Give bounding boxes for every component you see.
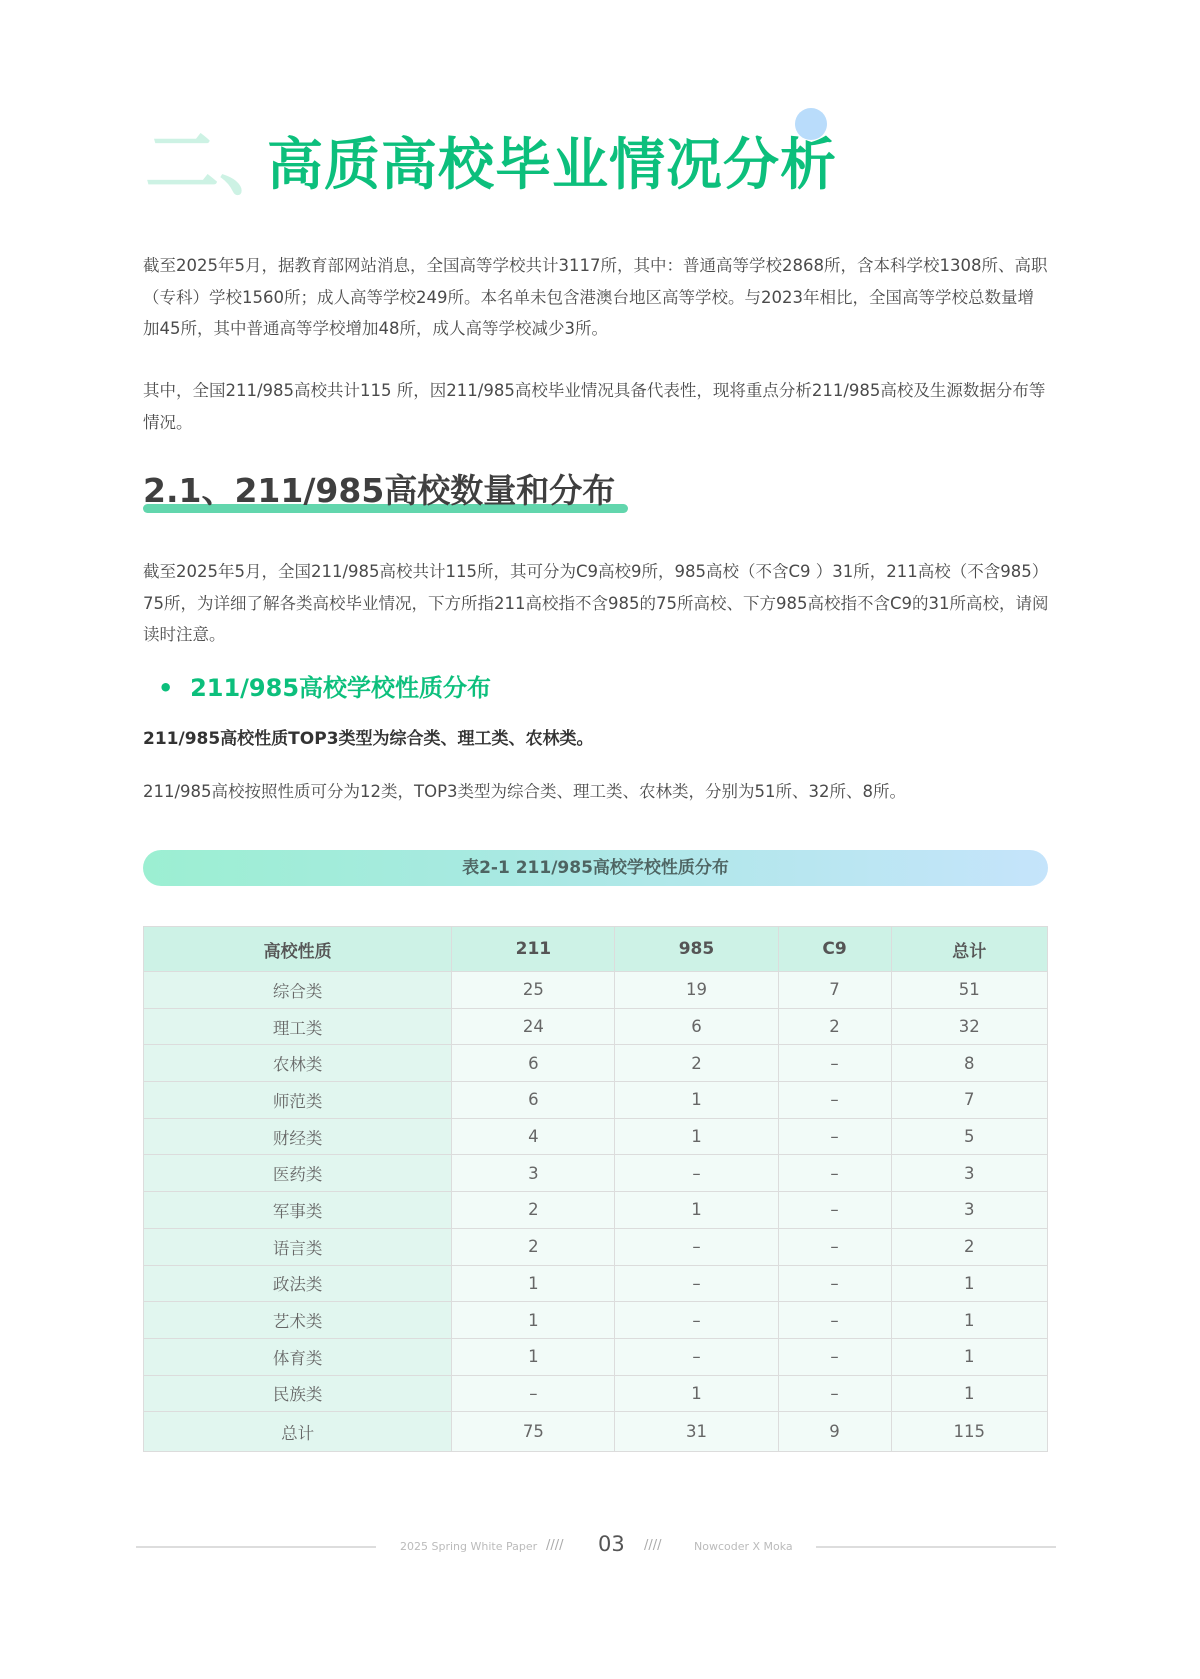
footer-left-text: 2025 Spring White Paper [400, 1540, 538, 1553]
table-cell: 2 [452, 1228, 615, 1265]
table-row [144, 1118, 1048, 1155]
table-cell: – [778, 1375, 891, 1412]
table-cell: 7 [778, 972, 891, 1009]
table-cell: – [615, 1155, 778, 1192]
table-cell: 25 [452, 972, 615, 1009]
row-label: 综合类 [144, 972, 452, 1009]
table-row [144, 1302, 1048, 1339]
table-cell: 1 [615, 1082, 778, 1119]
table-cell: 4 [452, 1118, 615, 1155]
table-cell: 5 [891, 1118, 1047, 1155]
subsection-title-text: 211/985高校学校性质分布 [190, 674, 492, 702]
table-row [144, 1338, 1048, 1375]
section-title [143, 466, 615, 516]
bullet-icon: • [158, 674, 191, 702]
footer-line-right [816, 1546, 1056, 1548]
chapter-heading [145, 118, 865, 208]
row-label: 农林类 [144, 1045, 452, 1082]
table-cell: 8 [891, 1045, 1047, 1082]
table-row [144, 1008, 1048, 1045]
table-cell: – [778, 1082, 891, 1119]
row-label: 艺术类 [144, 1302, 452, 1339]
table-cell: 1 [615, 1192, 778, 1229]
page-footer [136, 1532, 1056, 1562]
table-cell: 2 [778, 1008, 891, 1045]
column-header: 总计 [891, 927, 1047, 972]
footer-right-text: Nowcoder X Moka [694, 1540, 793, 1553]
table-cell: 115 [891, 1412, 1047, 1452]
intro-paragraph-1: 截至2025年5月，据教育部网站消息，全国高等学校共计3117所，其中：普通高等学校2868所，含本科学校1308所、高职（专科）学校1560所；成人高等学校249所。本名单未包含港澳台地区高等学校。与2023年相比，全国高等学校总数量增加45所，其中普通高等学校增加48所，成人高等学校减少3所。 [143, 256, 1048, 338]
footer-separator: //// [546, 1538, 564, 1553]
table-cell: 1 [615, 1375, 778, 1412]
table-cell: – [778, 1118, 891, 1155]
table-cell: 2 [891, 1228, 1047, 1265]
table-row [144, 1192, 1048, 1229]
table-cell: – [778, 1192, 891, 1229]
table-cell: 24 [452, 1008, 615, 1045]
chapter-number: 二、 [145, 120, 293, 206]
table-cell: 31 [615, 1412, 778, 1452]
column-header: 高校性质 [144, 927, 452, 972]
table-cell: 1 [615, 1118, 778, 1155]
table-cell: 32 [891, 1008, 1047, 1045]
table-cell: – [452, 1375, 615, 1412]
row-label: 军事类 [144, 1192, 452, 1229]
section-title-text: 2.1、211/985高校数量和分布 [143, 471, 616, 510]
table-cell: – [615, 1338, 778, 1375]
table-cell: 6 [452, 1045, 615, 1082]
page-number: 03 [598, 1532, 625, 1556]
table-cell: 1 [891, 1265, 1047, 1302]
row-label: 总计 [144, 1412, 452, 1452]
highlight-text: 211/985高校性质TOP3类型为综合类、理工类、农林类。 [143, 729, 594, 749]
table-cell: – [778, 1338, 891, 1375]
table-cell: 1 [452, 1302, 615, 1339]
table-cell: 2 [452, 1192, 615, 1229]
table-cell: – [615, 1228, 778, 1265]
row-label: 语言类 [144, 1228, 452, 1265]
table-row [144, 1375, 1048, 1412]
school-type-table [143, 926, 1048, 1452]
table-header-row [144, 927, 1048, 972]
table-cell: – [778, 1228, 891, 1265]
table-cell: 1 [891, 1302, 1047, 1339]
table-cell: – [778, 1302, 891, 1339]
table-total-row [144, 1412, 1048, 1452]
subsection-title [158, 670, 491, 706]
footer-line-left [136, 1546, 376, 1548]
table-cell: 9 [778, 1412, 891, 1452]
section-paragraph-2: 211/985高校按照性质可分为12类，TOP3类型为综合类、理工类、农林类，分别为51所、32所、8所。 [143, 782, 907, 801]
table-cell: – [778, 1045, 891, 1082]
footer-separator: //// [644, 1538, 662, 1553]
row-label: 医药类 [144, 1155, 452, 1192]
table-cell: – [778, 1155, 891, 1192]
table-cell: 6 [452, 1082, 615, 1119]
table-cell: 19 [615, 972, 778, 1009]
chapter-title: 高质高校毕业情况分析 [267, 133, 837, 198]
column-header: C9 [778, 927, 891, 972]
table-cell: 6 [615, 1008, 778, 1045]
table-cell: – [615, 1265, 778, 1302]
row-label: 体育类 [144, 1338, 452, 1375]
row-label: 政法类 [144, 1265, 452, 1302]
table-cell: 1 [452, 1265, 615, 1302]
intro-paragraph-2: 其中，全国211/985高校共计115 所，因211/985高校毕业情况具备代表性，现将重点分析211/985高校及生源数据分布等情况。 [143, 381, 1046, 432]
row-label: 财经类 [144, 1118, 452, 1155]
table-row [144, 1228, 1048, 1265]
table-cell: 1 [452, 1338, 615, 1375]
table-row [144, 1265, 1048, 1302]
table-cell: 3 [452, 1155, 615, 1192]
table-row [144, 972, 1048, 1009]
table-cell: 2 [615, 1045, 778, 1082]
table-row [144, 1155, 1048, 1192]
table-cell: 1 [891, 1338, 1047, 1375]
section-paragraph-1: 截至2025年5月，全国211/985高校共计115所，其可分为C9高校9所，985高校（不含C9 ）31所，211高校（不含985）75所，为详细了解各类高校毕业情况，下方所指211高校指不含985的75所高校、下方985高校指不含C9的31所高校，请阅读时注意。 [143, 562, 1049, 644]
table-cell: – [778, 1265, 891, 1302]
column-header: 985 [615, 927, 778, 972]
table-cell: 75 [452, 1412, 615, 1452]
table-cell: 1 [891, 1375, 1047, 1412]
row-label: 理工类 [144, 1008, 452, 1045]
table-cell: 3 [891, 1192, 1047, 1229]
table-row [144, 1045, 1048, 1082]
table-caption: 表2-1 211/985高校学校性质分布 [143, 850, 1048, 886]
column-header: 211 [452, 927, 615, 972]
table-cell: 3 [891, 1155, 1047, 1192]
row-label: 师范类 [144, 1082, 452, 1119]
table-cell: – [615, 1302, 778, 1339]
table-cell: 7 [891, 1082, 1047, 1119]
table-row [144, 1082, 1048, 1119]
table-cell: 51 [891, 972, 1047, 1009]
row-label: 民族类 [144, 1375, 452, 1412]
